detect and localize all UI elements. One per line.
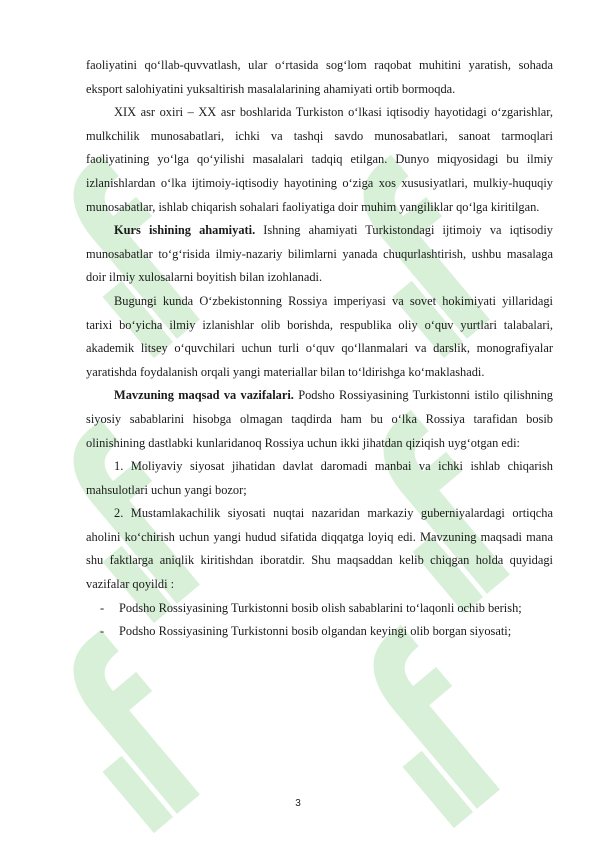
list-item-text: Podsho Rossiyasining Turkistonni bosib olgandan keyingi olib borgan siyosati; [119, 624, 512, 639]
list-marker: - [100, 624, 105, 639]
paragraph-5 [86, 384, 553, 455]
task-list [86, 597, 553, 644]
section-heading-goals: Mavzuning maqsad va vazifalari. [114, 388, 294, 403]
list-item [86, 597, 553, 621]
section-heading-importance: Kurs ishining ahamiyati. [114, 223, 256, 238]
body-text [86, 54, 553, 644]
paragraph-3 [86, 219, 553, 290]
list-item [86, 620, 553, 644]
paragraph-7: 2. Mustamlakachilik siyosati nuqtai nazaridan markaziy guberniyalardagi ortiqcha aholini ko‘chirish uchun yangi hudud sifatida diqqatga loyiq edi. Mavzuning maqsadi mana shu faktlarga aniqlik kiritishdan iboratdir. Shu maqsaddan kelib chiqgan holda quyidagi vazifalar qoyildi : [86, 506, 553, 592]
paragraph-5-body: Podsho Rossiyasining Turkistonni istilo qilishning siyosiy sabablarini hisobga olmagan taqdirda ham bu o‘lka Rossiya tarafidan bosib olinishining dastlabki kunlaridanoq Rossiya uchun ikki jihatdan qiziqish uyg‘otgan edi: [86, 388, 553, 450]
paragraph-1: faoliyatini qo‘llab-quvvatlash, ular o‘rtasida sog‘lom raqobat muhitini yaratish, sohada eksport salohiyatini yuksaltirish masalalarining ahamiyati ortib bormoqda. [86, 58, 553, 96]
paragraph-4: Bugungi kunda O‘zbekistonning Rossiya imperiyasi va sovet hokimiyati yillaridagi tarixi bo‘yicha ilmiy izlanishlar olib borishda, respublika oliy o‘quv yurtlari talabalari, akademik litsey o‘quvchilari uchun turli o‘quv qo‘llanmalari va darslik, monografiyalar yaratishda foydalanish orqali yangi materiallar bilan to‘ldirishga ko‘maklashadi. [86, 293, 553, 379]
page-number: 3 [295, 798, 301, 809]
list-marker: - [100, 600, 105, 615]
paragraph-3-body: Ishning ahamiyati Turkistondagi ijtimoiy va iqtisodiy munosabatlar to‘g‘risida ilmiy-nazariy bilimlarni yanada chuqurlashtirish, ushbu masalaga doir ilmiy xulosalarni boyitish bilan izohlanadi. [86, 223, 554, 285]
paragraph-6: 1. Moliyaviy siyosat jihatidan davlat daromadi manbai va ichki ishlab chiqarish mahsulotlari uchun yangi bozor; [86, 459, 553, 497]
list-item-text: Podsho Rossiyasining Turkistonni bosib olish sabablarini to‘laqonli ochib berish; [119, 600, 522, 615]
paragraph-2: XIX asr oxiri – XX asr boshlarida Turkiston o‘lkasi iqtisodiy hayotidagi o‘zgarishlar, mulkchilik munosabatlari, ichki va tashqi savdo munosabatlari, sanoat tarmoqlari faoliyatining yo‘lga qo‘yilishi masalalari tadqiq etilgan. Dunyo miqyosidagi bu ilmiy izlanishlardan o‘lka ijtimoiy-iqtisodiy hayotining o‘ziga xos xususiyatlari, mulkiy-huquqiy munosabatlar, ishlab chiqarish sohalari faoliyatiga doir muhim yangiliklar qo‘lga kiritilgan. [86, 105, 553, 214]
